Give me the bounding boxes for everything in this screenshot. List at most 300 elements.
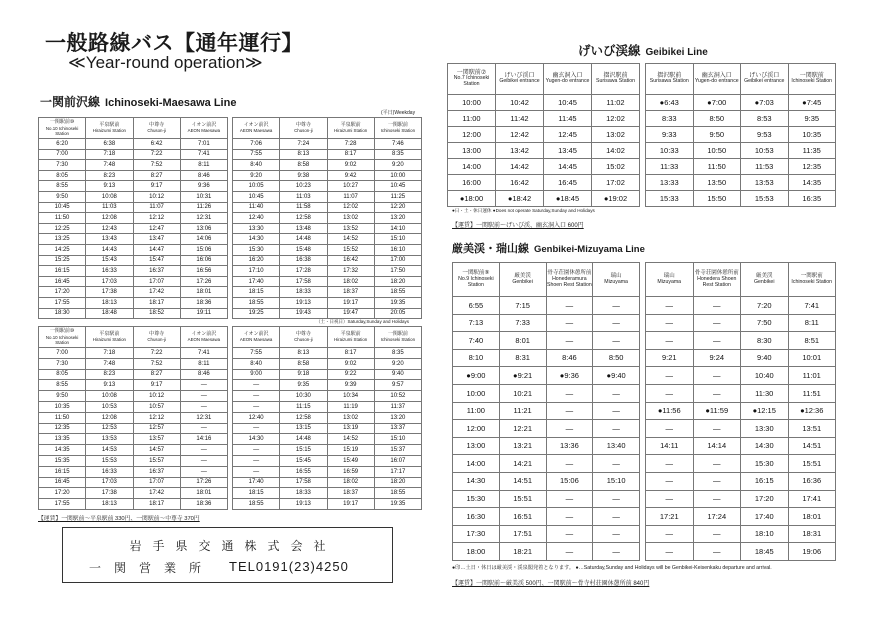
time-cell: 13:50 — [693, 175, 741, 191]
time-cell: 18:33 — [280, 287, 327, 298]
table-row — [39, 255, 228, 266]
time-cell: 11:42 — [496, 111, 544, 127]
time-cell: 16:51 — [499, 508, 546, 526]
geibikei-service-note: ●日・土・休日運休 ●Does not operate Saturday,Sunday and Holidays — [452, 208, 595, 213]
time-cell: 6:55 — [453, 297, 500, 315]
time-cell: 13:19 — [327, 423, 374, 434]
time-cell: 8:35 — [374, 149, 421, 160]
time-cell: 13:47 — [133, 234, 180, 245]
column-header-ja: 中尊寺 — [295, 330, 311, 337]
table-row — [646, 175, 836, 191]
time-cell: 10:00 — [374, 170, 421, 181]
time-cell: 13:53 — [741, 175, 789, 191]
time-cell: 7:24 — [280, 139, 327, 150]
time-cell: 10:57 — [133, 401, 180, 412]
time-cell: 18:36 — [180, 499, 227, 510]
no-service-cell: — — [693, 490, 741, 508]
time-cell: 10:12 — [133, 191, 180, 202]
time-cell: 9:24 — [693, 349, 741, 367]
time-cell: 11:58 — [280, 202, 327, 213]
column-header-en: No.7 Ichinoseki Station — [453, 75, 490, 88]
time-cell: 7:06 — [233, 139, 280, 150]
table-row — [39, 401, 228, 412]
time-cell: ●11:56 — [646, 402, 694, 420]
time-cell: 11:25 — [374, 191, 421, 202]
time-cell: 9:13 — [86, 181, 133, 192]
time-cell: 15:48 — [280, 244, 327, 255]
time-cell: 16:30 — [453, 508, 500, 526]
time-cell: 10:08 — [86, 391, 133, 402]
time-cell: 9:35 — [280, 380, 327, 391]
time-cell: 9:36 — [180, 181, 227, 192]
table-row — [233, 391, 422, 402]
time-cell: 15:19 — [327, 445, 374, 456]
time-cell: 8:13 — [280, 149, 327, 160]
time-cell: 12:08 — [86, 412, 133, 423]
time-cell: 16:15 — [741, 472, 789, 490]
table-row — [39, 170, 228, 181]
no-service-cell: — — [233, 455, 280, 466]
column-header — [280, 118, 327, 139]
time-cell: 12:12 — [133, 412, 180, 423]
time-cell: 6:38 — [86, 139, 133, 150]
time-cell: 15:47 — [133, 255, 180, 266]
time-cell: 8:55 — [39, 380, 86, 391]
time-cell: 10:42 — [496, 95, 544, 111]
no-service-cell: — — [646, 525, 694, 543]
time-cell: 16:55 — [280, 466, 327, 477]
time-cell: 10:23 — [280, 181, 327, 192]
time-cell: 18:20 — [374, 276, 421, 287]
no-service-cell: — — [646, 367, 694, 385]
table-row — [39, 213, 228, 224]
time-cell: ●9:21 — [499, 367, 546, 385]
column-header — [39, 118, 86, 139]
time-cell: 18:45 — [741, 543, 789, 561]
table-row — [646, 455, 836, 473]
time-cell: 16:45 — [544, 175, 592, 191]
time-cell: 16:35 — [788, 191, 836, 207]
time-cell: 7:15 — [499, 297, 546, 315]
no-service-cell: — — [233, 423, 280, 434]
column-header — [374, 118, 421, 139]
table-row — [39, 434, 228, 445]
table-row — [39, 455, 228, 466]
table-row — [448, 175, 640, 191]
column-header — [646, 64, 694, 95]
time-cell: 7:40 — [453, 332, 500, 350]
time-cell: 17:58 — [280, 276, 327, 287]
time-cell: 18:55 — [374, 488, 421, 499]
column-header — [133, 118, 180, 139]
time-cell: 12:57 — [133, 423, 180, 434]
no-service-cell: — — [693, 367, 741, 385]
column-header-ja: 平泉駅前 — [99, 121, 120, 128]
time-cell: 7:41 — [180, 348, 227, 359]
time-cell: 9:33 — [646, 127, 694, 143]
time-cell: 17:40 — [741, 508, 789, 526]
time-cell: 8:30 — [741, 332, 789, 350]
time-cell: 16:36 — [788, 472, 836, 490]
column-header-en: Hiraizumi Station — [334, 128, 368, 134]
time-cell: 11:07 — [133, 202, 180, 213]
genbikei-service-note: ●印…土日・休日は厳美渓・渓泉閣発着となります。 ●…Saturday,Sunday and Holidays will be Genbikei-Keisenkaku departure and arrival. — [452, 565, 772, 571]
table-row — [39, 202, 228, 213]
column-header — [646, 263, 694, 297]
time-cell: 15:53 — [86, 455, 133, 466]
no-service-cell: — — [693, 525, 741, 543]
table-row — [39, 181, 228, 192]
maesawa-fare-note: 【運賃】一関駅前～平泉駅前 330円、一関駅前～中尊寺 370円 — [38, 516, 200, 522]
time-cell: 8:50 — [693, 111, 741, 127]
column-header-ja: げいび渓口 — [749, 71, 780, 79]
time-cell: 9:50 — [693, 127, 741, 143]
time-cell: 16:38 — [280, 255, 327, 266]
geibikei-heading-en: Geibikei Line — [645, 47, 708, 58]
time-cell: 12:00 — [448, 127, 496, 143]
column-header-en: AEON Maesawa — [239, 337, 273, 343]
time-cell: 15:51 — [788, 455, 836, 473]
time-cell: 9:02 — [327, 358, 374, 369]
time-cell: 18:13 — [86, 297, 133, 308]
time-cell: 18:02 — [327, 276, 374, 287]
no-service-cell: — — [646, 543, 694, 561]
table-row — [453, 332, 640, 350]
time-cell: 16:07 — [374, 455, 421, 466]
column-header-en: Hiraizumi Station — [92, 337, 126, 343]
table-row — [39, 160, 228, 171]
time-cell: 13:15 — [280, 423, 327, 434]
time-cell: 12:08 — [86, 213, 133, 224]
table-row — [39, 191, 228, 202]
column-header-ja: イオン前沢 — [243, 330, 269, 337]
no-service-cell: — — [593, 402, 640, 420]
time-cell: 10:45 — [544, 95, 592, 111]
time-cell: 13:43 — [86, 234, 133, 245]
maesawa-heading-ja: 一関前沢線 — [40, 95, 101, 109]
table-row — [233, 139, 422, 150]
time-cell: 13:53 — [86, 434, 133, 445]
no-service-cell: — — [646, 314, 694, 332]
no-service-cell: — — [693, 297, 741, 315]
time-cell: 12:20 — [374, 202, 421, 213]
time-cell: 8:13 — [280, 348, 327, 359]
time-cell: 18:36 — [180, 297, 227, 308]
table-row — [453, 314, 640, 332]
column-header — [374, 327, 421, 348]
time-cell: 13:40 — [593, 437, 640, 455]
time-cell: 11:50 — [39, 213, 86, 224]
column-header — [133, 327, 180, 348]
office-name: 一関営業所 — [89, 561, 215, 575]
time-cell: 18:20 — [374, 477, 421, 488]
table-row — [233, 380, 422, 391]
column-header-en: Geibikei entrance — [744, 78, 785, 85]
time-cell: 8:51 — [788, 332, 836, 350]
header-row — [233, 327, 422, 348]
time-cell: 6:42 — [133, 139, 180, 150]
geibikei-heading-ja: げいび渓線 — [578, 44, 641, 58]
no-service-cell: — — [546, 508, 593, 526]
table-row — [646, 490, 836, 508]
genbikei-heading-en: Genbikei-Mizuyama Line — [534, 244, 645, 255]
column-header-ja: 骨寺荘園休憩所前 — [547, 270, 592, 277]
time-cell: 7:46 — [374, 139, 421, 150]
column-header-en: Yugen-do entrance — [694, 78, 739, 85]
time-cell: 15:45 — [280, 455, 327, 466]
column-header-ja: 中尊寺 — [149, 121, 165, 128]
column-header-en: Hiraizumi Station — [92, 128, 126, 134]
time-cell: 16:33 — [86, 266, 133, 277]
column-header-en: Yugen-do entrance — [545, 78, 590, 85]
table-row — [646, 543, 836, 561]
no-service-cell: — — [546, 402, 593, 420]
time-cell: 14:35 — [39, 445, 86, 456]
no-service-cell: — — [180, 445, 227, 456]
time-cell: 15:33 — [646, 191, 694, 207]
column-header — [693, 263, 741, 297]
no-service-cell: — — [646, 384, 694, 402]
no-service-cell: — — [180, 380, 227, 391]
table-row — [39, 412, 228, 423]
time-cell: 11:37 — [374, 401, 421, 412]
time-cell: ●12:15 — [741, 402, 789, 420]
geibikei-inbound-table — [645, 63, 836, 207]
time-cell: 12:21 — [499, 420, 546, 438]
geibikei-line-heading — [578, 41, 708, 60]
time-cell: 15:02 — [592, 159, 640, 175]
time-cell: 13:00 — [453, 437, 500, 455]
time-cell: 7:52 — [133, 160, 180, 171]
header-row — [646, 263, 836, 297]
time-cell: 8:27 — [133, 170, 180, 181]
column-header-ja: 一関駅前⑨ — [462, 270, 490, 277]
time-cell: 14:47 — [133, 244, 180, 255]
table-row — [233, 308, 422, 319]
column-header-en: Chuson-ji — [147, 128, 166, 134]
no-service-cell: — — [593, 508, 640, 526]
column-header-en: Surisawa Station — [596, 78, 635, 85]
no-service-cell: — — [546, 455, 593, 473]
time-cell: 8:58 — [280, 358, 327, 369]
time-cell: 7:52 — [133, 358, 180, 369]
time-cell: 8:01 — [499, 332, 546, 350]
time-cell: 9:50 — [39, 391, 86, 402]
time-cell: 15:10 — [374, 434, 421, 445]
time-cell: 7:33 — [499, 314, 546, 332]
column-header-ja: 摺沢駅前 — [603, 71, 628, 79]
time-cell: 19:17 — [327, 297, 374, 308]
time-cell: 13:48 — [280, 223, 327, 234]
time-cell: 17:17 — [374, 466, 421, 477]
time-cell: 13:21 — [499, 437, 546, 455]
table-row — [233, 434, 422, 445]
time-cell: 17:26 — [180, 477, 227, 488]
time-cell: 14:06 — [180, 234, 227, 245]
time-cell: 14:57 — [133, 445, 180, 456]
column-header — [180, 327, 227, 348]
time-cell: 17:50 — [374, 266, 421, 277]
table-row — [448, 159, 640, 175]
time-cell: 9:20 — [374, 160, 421, 171]
genbikei-inbound-table — [645, 262, 836, 561]
table-row — [39, 223, 228, 234]
no-service-cell: — — [593, 525, 640, 543]
table-row — [453, 437, 640, 455]
time-cell: 17:20 — [39, 287, 86, 298]
time-cell: 12:35 — [39, 423, 86, 434]
table-row — [233, 445, 422, 456]
table-row — [448, 191, 640, 207]
time-cell: 9:42 — [327, 170, 374, 181]
time-cell: 12:31 — [180, 213, 227, 224]
time-cell: 16:42 — [496, 175, 544, 191]
time-cell: 14:42 — [496, 159, 544, 175]
no-service-cell: — — [593, 384, 640, 402]
table-row — [39, 287, 228, 298]
time-cell: 7:30 — [39, 160, 86, 171]
maesawa-holiday-inbound-table — [232, 326, 422, 510]
time-cell: 10:45 — [374, 181, 421, 192]
geibikei-fare-note: 【運賃】一関駅前～げいび渓、幽玄洞入口 600円 — [452, 223, 584, 229]
time-cell: 10:31 — [180, 191, 227, 202]
time-cell: 16:33 — [86, 466, 133, 477]
time-cell: ●19:02 — [592, 191, 640, 207]
time-cell: 18:48 — [86, 308, 133, 319]
table-row — [39, 348, 228, 359]
table-row — [39, 499, 228, 510]
column-header — [496, 64, 544, 95]
time-cell: 10:33 — [646, 143, 694, 159]
time-cell: 19:13 — [280, 297, 327, 308]
time-cell: 10:34 — [327, 391, 374, 402]
table-row — [233, 412, 422, 423]
time-cell: 11:02 — [592, 95, 640, 111]
table-row — [39, 139, 228, 150]
time-cell: 15:15 — [280, 445, 327, 456]
table-row — [233, 297, 422, 308]
time-cell: 14:48 — [280, 234, 327, 245]
time-cell: 17:38 — [86, 287, 133, 298]
column-header-ja: 一関駅前 — [800, 273, 823, 280]
time-cell: 14:45 — [544, 159, 592, 175]
time-cell: 11:45 — [544, 111, 592, 127]
time-cell: 10:08 — [86, 191, 133, 202]
genbikei-outbound-table — [452, 262, 640, 561]
genbikei-line-heading — [452, 239, 645, 257]
time-cell: 7:48 — [86, 160, 133, 171]
time-cell: 12:02 — [592, 111, 640, 127]
time-cell: 18:55 — [233, 297, 280, 308]
time-cell: 8:05 — [39, 369, 86, 380]
time-cell: 14:48 — [280, 434, 327, 445]
time-cell: 8:05 — [39, 170, 86, 181]
time-cell: 16:06 — [180, 255, 227, 266]
no-service-cell: — — [180, 401, 227, 412]
time-cell: 15:49 — [327, 455, 374, 466]
time-cell: 18:55 — [233, 499, 280, 510]
time-cell: 12:31 — [180, 412, 227, 423]
table-row — [39, 308, 228, 319]
header-row — [39, 327, 228, 348]
time-cell: 17:03 — [86, 276, 133, 287]
time-cell: ●9:00 — [453, 367, 500, 385]
table-row — [646, 402, 836, 420]
time-cell: 14:43 — [86, 244, 133, 255]
header-row — [646, 64, 836, 95]
time-cell: 13:30 — [233, 223, 280, 234]
time-cell: 14:21 — [499, 455, 546, 473]
time-cell: 13:02 — [327, 213, 374, 224]
time-cell: 13:06 — [180, 223, 227, 234]
time-cell: 9:57 — [374, 380, 421, 391]
time-cell: 10:35 — [788, 127, 836, 143]
column-header-en: AEON Maesawa — [187, 337, 221, 343]
time-cell: 11:00 — [453, 402, 500, 420]
time-cell: 9:35 — [788, 111, 836, 127]
time-cell: ●18:45 — [544, 191, 592, 207]
time-cell: 17:42 — [133, 488, 180, 499]
column-header-ja: 骨寺荘園休憩所前 — [694, 270, 739, 277]
time-cell: 10:35 — [39, 401, 86, 412]
time-cell: ●9:40 — [593, 367, 640, 385]
time-cell: 14:52 — [327, 434, 374, 445]
time-cell: 11:15 — [280, 401, 327, 412]
time-cell: 19:43 — [280, 308, 327, 319]
column-header-en: Ichinoseki Station — [380, 128, 416, 134]
column-header-ja: 一関駅前 — [387, 330, 408, 337]
column-header-ja: 平泉駅前 — [99, 330, 120, 337]
no-service-cell: — — [646, 472, 694, 490]
time-cell: 14:16 — [180, 434, 227, 445]
no-service-cell: — — [646, 455, 694, 473]
time-cell: 15:51 — [499, 490, 546, 508]
time-cell: 18:02 — [327, 477, 374, 488]
time-cell: 13:30 — [741, 420, 789, 438]
time-cell: 7:18 — [86, 149, 133, 160]
time-cell: 9:17 — [133, 380, 180, 391]
time-cell: 11:21 — [499, 402, 546, 420]
time-cell: 12:47 — [133, 223, 180, 234]
table-row — [453, 367, 640, 385]
time-cell: 17:07 — [133, 477, 180, 488]
time-cell: 7:28 — [327, 139, 374, 150]
table-row — [453, 349, 640, 367]
time-cell: 16:45 — [39, 276, 86, 287]
page-title: 一般路線バス【通年運行】 — [45, 31, 303, 55]
column-header-ja: 平泉駅前 — [340, 121, 361, 128]
no-service-cell: — — [646, 332, 694, 350]
time-cell: 10:27 — [327, 181, 374, 192]
time-cell: 15:10 — [593, 472, 640, 490]
time-cell: 13:51 — [788, 420, 836, 438]
table-row — [233, 477, 422, 488]
column-header-ja: 中尊寺 — [295, 121, 311, 128]
time-cell: 8:11 — [180, 358, 227, 369]
time-cell: 13:02 — [592, 127, 640, 143]
time-cell: 13:35 — [39, 434, 86, 445]
column-header-ja: 中尊寺 — [149, 330, 165, 337]
time-cell: 19:35 — [374, 499, 421, 510]
column-header-en: No.10 Ichinoseki Station — [45, 125, 79, 136]
weekday-label: (平日)Weekday — [381, 110, 416, 116]
table-row — [453, 490, 640, 508]
table-row — [453, 508, 640, 526]
time-cell: 17:20 — [741, 490, 789, 508]
header-row — [233, 118, 422, 139]
table-row — [39, 488, 228, 499]
time-cell: 10:45 — [233, 191, 280, 202]
